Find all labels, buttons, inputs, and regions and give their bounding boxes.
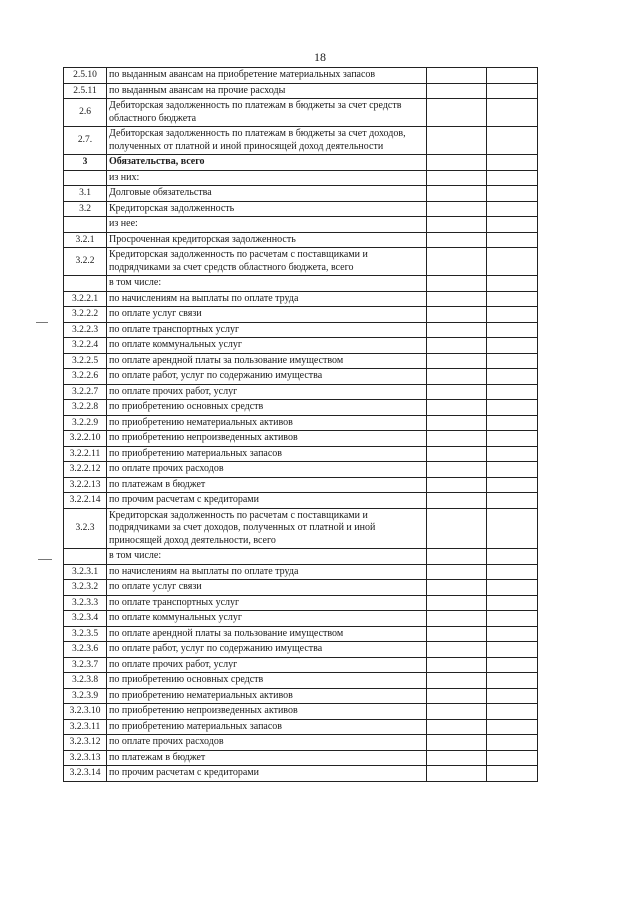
value-cell-1: [427, 400, 487, 416]
row-number-cell: 3.2.2.14: [64, 493, 107, 509]
table-row: [64, 276, 538, 292]
value-cell-1: [427, 735, 487, 751]
indicator-name-cell: по начислениям на выплаты по оплате труда: [107, 291, 427, 307]
table-row: [64, 642, 538, 658]
row-number-cell: 3.2.2.11: [64, 446, 107, 462]
row-number-cell: 3: [64, 155, 107, 171]
value-cell-2: [487, 248, 538, 276]
table-row: [64, 595, 538, 611]
value-cell-2: [487, 493, 538, 509]
indicator-name-cell: Дебиторская задолженность по платежам в бюджеты за счет доходов, полученных от платной и иной приносящей доход деятельности: [107, 127, 427, 155]
value-cell-2: [487, 201, 538, 217]
scan-margin-mark: [38, 559, 52, 560]
row-number-cell: [64, 549, 107, 565]
indicator-name-cell: по приобретению непроизведенных активов: [107, 431, 427, 447]
value-cell-2: [487, 99, 538, 127]
value-cell-1: [427, 276, 487, 292]
value-cell-1: [427, 307, 487, 323]
row-number-cell: 3.2.2.4: [64, 338, 107, 354]
value-cell-1: [427, 201, 487, 217]
table-row: [64, 611, 538, 627]
indicator-name-cell: по приобретению основных средств: [107, 400, 427, 416]
row-number-cell: 2.5.11: [64, 83, 107, 99]
indicator-name-cell: по оплате прочих расходов: [107, 735, 427, 751]
value-cell-1: [427, 477, 487, 493]
table-row: [64, 186, 538, 202]
value-cell-2: [487, 170, 538, 186]
row-number-cell: 3.2.3: [64, 508, 107, 549]
value-cell-2: [487, 338, 538, 354]
indicator-name-cell: по оплате работ, услуг по содержанию имущества: [107, 369, 427, 385]
indicator-name-cell: по приобретению непроизведенных активов: [107, 704, 427, 720]
value-cell-2: [487, 446, 538, 462]
row-number-cell: 3.2.3.4: [64, 611, 107, 627]
value-cell-1: [427, 217, 487, 233]
value-cell-2: [487, 750, 538, 766]
value-cell-1: [427, 353, 487, 369]
table-row: [64, 431, 538, 447]
row-number-cell: 2.6: [64, 99, 107, 127]
page-number: 18: [314, 50, 326, 64]
indicator-name-cell: по оплате транспортных услуг: [107, 322, 427, 338]
value-cell-1: [427, 431, 487, 447]
value-cell-2: [487, 155, 538, 171]
value-cell-2: [487, 657, 538, 673]
row-number-cell: 3.2.3.12: [64, 735, 107, 751]
table-row: [64, 307, 538, 323]
value-cell-2: [487, 477, 538, 493]
indicator-name-cell: по оплате работ, услуг по содержанию имущества: [107, 642, 427, 658]
value-cell-1: [427, 338, 487, 354]
table-row: [64, 201, 538, 217]
table-row: [64, 549, 538, 565]
value-cell-1: [427, 611, 487, 627]
table-row: [64, 248, 538, 276]
row-number-cell: 3.2.3.6: [64, 642, 107, 658]
row-number-cell: [64, 170, 107, 186]
indicator-name-cell: по прочим расчетам с кредиторами: [107, 766, 427, 782]
table-row: [64, 83, 538, 99]
indicator-name-cell: по оплате коммунальных услуг: [107, 611, 427, 627]
row-number-cell: [64, 217, 107, 233]
value-cell-2: [487, 369, 538, 385]
indicator-name-cell: по оплате арендной платы за пользование имуществом: [107, 626, 427, 642]
value-cell-1: [427, 642, 487, 658]
indicator-name-cell: по приобретению материальных запасов: [107, 719, 427, 735]
indicator-name-cell: в том числе:: [107, 549, 427, 565]
row-number-cell: 3.2.1: [64, 232, 107, 248]
value-cell-2: [487, 415, 538, 431]
value-cell-1: [427, 232, 487, 248]
indicator-name-cell: Кредиторская задолженность по расчетам с поставщиками и подрядчиками за счет доходов, полученных от платной и иной приносящей доход деятельности, всего: [107, 508, 427, 549]
table-row: [64, 384, 538, 400]
indicator-name-cell: из них:: [107, 170, 427, 186]
table-row: [64, 462, 538, 478]
value-cell-1: [427, 580, 487, 596]
row-number-cell: 3.2.2.2: [64, 307, 107, 323]
indicator-name-cell: по приобретению нематериальных активов: [107, 415, 427, 431]
value-cell-2: [487, 642, 538, 658]
indicator-name-cell: по выданным авансам на прочие расходы: [107, 83, 427, 99]
row-number-cell: 3.2.3.13: [64, 750, 107, 766]
value-cell-2: [487, 595, 538, 611]
table-row: [64, 291, 538, 307]
indicator-name-cell: по оплате прочих работ, услуг: [107, 384, 427, 400]
table-row: [64, 564, 538, 580]
row-number-cell: 3.2.2.1: [64, 291, 107, 307]
table-row: [64, 626, 538, 642]
table-row: [64, 68, 538, 84]
row-number-cell: 3.2.2.7: [64, 384, 107, 400]
table-row: [64, 400, 538, 416]
value-cell-2: [487, 384, 538, 400]
value-cell-2: [487, 322, 538, 338]
row-number-cell: 3.2.2.12: [64, 462, 107, 478]
value-cell-1: [427, 446, 487, 462]
table-row: [64, 99, 538, 127]
value-cell-2: [487, 688, 538, 704]
value-cell-1: [427, 384, 487, 400]
table-row: [64, 750, 538, 766]
value-cell-2: [487, 127, 538, 155]
value-cell-1: [427, 99, 487, 127]
row-number-cell: 3.2.3.14: [64, 766, 107, 782]
value-cell-1: [427, 704, 487, 720]
value-cell-1: [427, 186, 487, 202]
value-cell-1: [427, 595, 487, 611]
row-number-cell: 3.2.3.5: [64, 626, 107, 642]
table-row: [64, 508, 538, 549]
row-number-cell: 3.2.3.1: [64, 564, 107, 580]
table-row: [64, 673, 538, 689]
value-cell-1: [427, 766, 487, 782]
row-number-cell: 3.2: [64, 201, 107, 217]
value-cell-1: [427, 673, 487, 689]
indicator-name-cell: по оплате арендной платы за пользование имуществом: [107, 353, 427, 369]
value-cell-2: [487, 291, 538, 307]
indicator-name-cell: по платежам в бюджет: [107, 477, 427, 493]
row-number-cell: 3.2.2.6: [64, 369, 107, 385]
value-cell-2: [487, 564, 538, 580]
row-number-cell: 3.2.3.3: [64, 595, 107, 611]
table-row: [64, 415, 538, 431]
indicator-name-cell: по оплате коммунальных услуг: [107, 338, 427, 354]
indicator-name-cell: Долговые обязательства: [107, 186, 427, 202]
indicator-name-cell: по оплате прочих расходов: [107, 462, 427, 478]
table-row: [64, 155, 538, 171]
value-cell-2: [487, 719, 538, 735]
indicator-name-cell: по начислениям на выплаты по оплате труда: [107, 564, 427, 580]
value-cell-2: [487, 431, 538, 447]
indicator-name-cell: Дебиторская задолженность по платежам в бюджеты за счет средств областного бюджета: [107, 99, 427, 127]
row-number-cell: 3.2.3.7: [64, 657, 107, 673]
value-cell-2: [487, 735, 538, 751]
indicator-name-cell: по оплате услуг связи: [107, 307, 427, 323]
row-number-cell: 2.5.10: [64, 68, 107, 84]
value-cell-1: [427, 688, 487, 704]
value-cell-1: [427, 155, 487, 171]
table-row: [64, 719, 538, 735]
value-cell-1: [427, 68, 487, 84]
value-cell-2: [487, 276, 538, 292]
table-row: [64, 704, 538, 720]
table-row: [64, 217, 538, 233]
table-row: [64, 232, 538, 248]
value-cell-1: [427, 291, 487, 307]
row-number-cell: 3.2.2.5: [64, 353, 107, 369]
row-number-cell: 3.2.3.9: [64, 688, 107, 704]
value-cell-2: [487, 549, 538, 565]
value-cell-2: [487, 83, 538, 99]
table-row: [64, 493, 538, 509]
value-cell-1: [427, 248, 487, 276]
scan-margin-mark: [36, 322, 48, 323]
indicator-name-cell: по прочим расчетам с кредиторами: [107, 493, 427, 509]
value-cell-2: [487, 462, 538, 478]
value-cell-1: [427, 657, 487, 673]
financial-table-wrapper: [63, 67, 537, 782]
row-number-cell: 3.2.2: [64, 248, 107, 276]
value-cell-2: [487, 508, 538, 549]
row-number-cell: 3.2.2.3: [64, 322, 107, 338]
table-row: [64, 735, 538, 751]
indicator-name-cell: Кредиторская задолженность по расчетам с поставщиками и подрядчиками за счет средств областного бюджета, всего: [107, 248, 427, 276]
financial-indicators-table: [63, 67, 538, 782]
value-cell-2: [487, 186, 538, 202]
value-cell-1: [427, 719, 487, 735]
indicator-name-cell: Просроченная кредиторская задолженность: [107, 232, 427, 248]
table-row: [64, 580, 538, 596]
table-row: [64, 766, 538, 782]
value-cell-1: [427, 508, 487, 549]
value-cell-2: [487, 626, 538, 642]
value-cell-2: [487, 400, 538, 416]
value-cell-1: [427, 369, 487, 385]
value-cell-2: [487, 217, 538, 233]
value-cell-1: [427, 750, 487, 766]
indicator-name-cell: по оплате прочих работ, услуг: [107, 657, 427, 673]
table-row: [64, 369, 538, 385]
table-row: [64, 477, 538, 493]
row-number-cell: 3.2.3.10: [64, 704, 107, 720]
row-number-cell: 3.2.2.9: [64, 415, 107, 431]
indicator-name-cell: Обязательства, всего: [107, 155, 427, 171]
table-row: [64, 657, 538, 673]
indicator-name-cell: по оплате услуг связи: [107, 580, 427, 596]
row-number-cell: 3.2.3.2: [64, 580, 107, 596]
row-number-cell: 3.2.3.8: [64, 673, 107, 689]
row-number-cell: 2.7.: [64, 127, 107, 155]
indicator-name-cell: из нее:: [107, 217, 427, 233]
row-number-cell: 3.2.2.13: [64, 477, 107, 493]
value-cell-1: [427, 462, 487, 478]
value-cell-1: [427, 493, 487, 509]
value-cell-1: [427, 170, 487, 186]
table-row: [64, 353, 538, 369]
value-cell-1: [427, 626, 487, 642]
value-cell-2: [487, 704, 538, 720]
indicator-name-cell: по платежам в бюджет: [107, 750, 427, 766]
indicator-name-cell: по приобретению основных средств: [107, 673, 427, 689]
value-cell-1: [427, 83, 487, 99]
row-number-cell: 3.2.3.11: [64, 719, 107, 735]
value-cell-1: [427, 564, 487, 580]
indicator-name-cell: по оплате транспортных услуг: [107, 595, 427, 611]
value-cell-2: [487, 766, 538, 782]
row-number-cell: [64, 276, 107, 292]
table-row: [64, 127, 538, 155]
indicator-name-cell: по приобретению нематериальных активов: [107, 688, 427, 704]
value-cell-2: [487, 580, 538, 596]
table-row: [64, 322, 538, 338]
value-cell-2: [487, 232, 538, 248]
row-number-cell: 3.1: [64, 186, 107, 202]
table-row: [64, 688, 538, 704]
table-row: [64, 446, 538, 462]
value-cell-2: [487, 353, 538, 369]
value-cell-1: [427, 549, 487, 565]
indicator-name-cell: в том числе:: [107, 276, 427, 292]
table-row: [64, 170, 538, 186]
indicator-name-cell: по приобретению материальных запасов: [107, 446, 427, 462]
indicator-name-cell: по выданным авансам на приобретение материальных запасов: [107, 68, 427, 84]
row-number-cell: 3.2.2.8: [64, 400, 107, 416]
value-cell-1: [427, 322, 487, 338]
value-cell-2: [487, 611, 538, 627]
value-cell-1: [427, 415, 487, 431]
row-number-cell: 3.2.2.10: [64, 431, 107, 447]
value-cell-2: [487, 68, 538, 84]
value-cell-1: [427, 127, 487, 155]
table-row: [64, 338, 538, 354]
indicator-name-cell: Кредиторская задолженность: [107, 201, 427, 217]
table-body: [64, 68, 538, 782]
value-cell-2: [487, 307, 538, 323]
value-cell-2: [487, 673, 538, 689]
